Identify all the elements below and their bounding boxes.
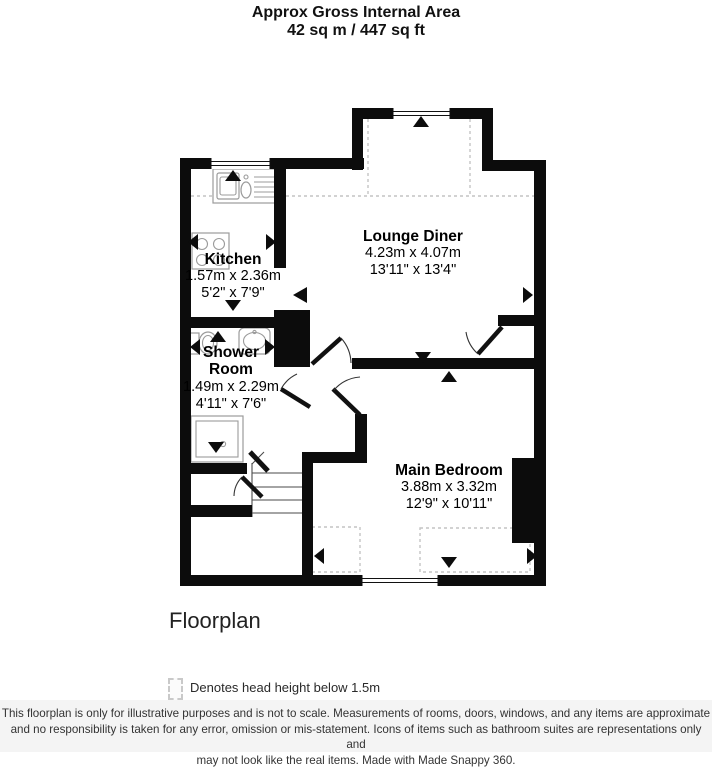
wall-left xyxy=(180,158,191,586)
header-title: Approx Gross Internal Area xyxy=(0,4,712,22)
wall-shower-top xyxy=(180,317,286,328)
wall-top-right xyxy=(482,160,546,171)
shower-metric: 1.49m x 2.29m xyxy=(151,379,311,396)
door-shower-hall xyxy=(281,374,310,407)
kitchen-metric: 1.57m x 2.36m xyxy=(153,268,313,285)
kitchen-arrow-down xyxy=(225,300,241,311)
shower-imperial: 4'11" x 7'6" xyxy=(151,396,311,413)
wall-lounge-bedroom-divider xyxy=(352,358,546,369)
wall-kitchen-right xyxy=(274,158,286,268)
wall-stairs-right xyxy=(302,452,313,586)
bedroom-arrow-up xyxy=(441,371,457,382)
bedroom-metric: 3.88m x 3.32m xyxy=(359,479,539,496)
wall-top-left xyxy=(180,158,364,169)
lounge-arrow-left xyxy=(293,287,307,303)
toilet-icon xyxy=(190,332,217,354)
wall-entry-stub xyxy=(498,315,535,326)
disclaimer-line-3: may not look like the real items. Made with Made Snappy 360. xyxy=(0,753,712,768)
kitchen-window xyxy=(211,158,270,169)
wall-chimney-block xyxy=(512,458,534,543)
door-lounge-hall xyxy=(312,338,351,364)
header-area-summary: 42 sq m / 447 sq ft xyxy=(0,22,712,40)
bedroom-arrow-left xyxy=(314,548,324,564)
lounge-metric: 4.23m x 4.07m xyxy=(323,245,503,262)
disclaimer-line-1: This floorplan is only for illustrative purposes and is not to scale. Measurements of rooms, doors, windows, and any items are approximate xyxy=(0,706,712,722)
disclaimer-line-2: and no responsibility is taken for any error, omission or mis-statement. Icons of items such as bathroom suites are representations only and xyxy=(0,722,712,753)
wall-hall-pillar xyxy=(274,310,310,367)
bedroom-window xyxy=(362,575,438,586)
lounge-name: Lounge Diner xyxy=(323,228,503,245)
section-title: Floorplan xyxy=(169,608,261,634)
shower-tray-icon xyxy=(191,416,243,462)
door-entry xyxy=(466,327,502,354)
shower-name: Shower Room xyxy=(193,344,269,378)
bedroom-imperial: 12'9" x 10'11" xyxy=(359,496,539,513)
head-height-legend-label: Denotes head height below 1.5m xyxy=(190,680,380,695)
bedroom-arrow-down xyxy=(441,557,457,568)
bedroom-name: Main Bedroom xyxy=(359,462,539,479)
stairs-icon xyxy=(250,452,302,517)
lounge-arrow-right xyxy=(523,287,533,303)
sink-icon xyxy=(213,169,277,203)
wall-shower-bottom xyxy=(180,463,247,474)
disclaimer xyxy=(0,700,712,752)
kitchen-imperial: 5'2" x 7'9" xyxy=(153,285,313,302)
lounge-imperial: 13'11" x 13'4" xyxy=(323,262,503,279)
wall-vestibule-bottom xyxy=(180,505,252,517)
head-height-legend-swatch xyxy=(168,678,183,700)
door-bedroom xyxy=(333,377,360,415)
kitchen-name: Kitchen xyxy=(153,251,313,268)
wall-right xyxy=(534,160,546,586)
